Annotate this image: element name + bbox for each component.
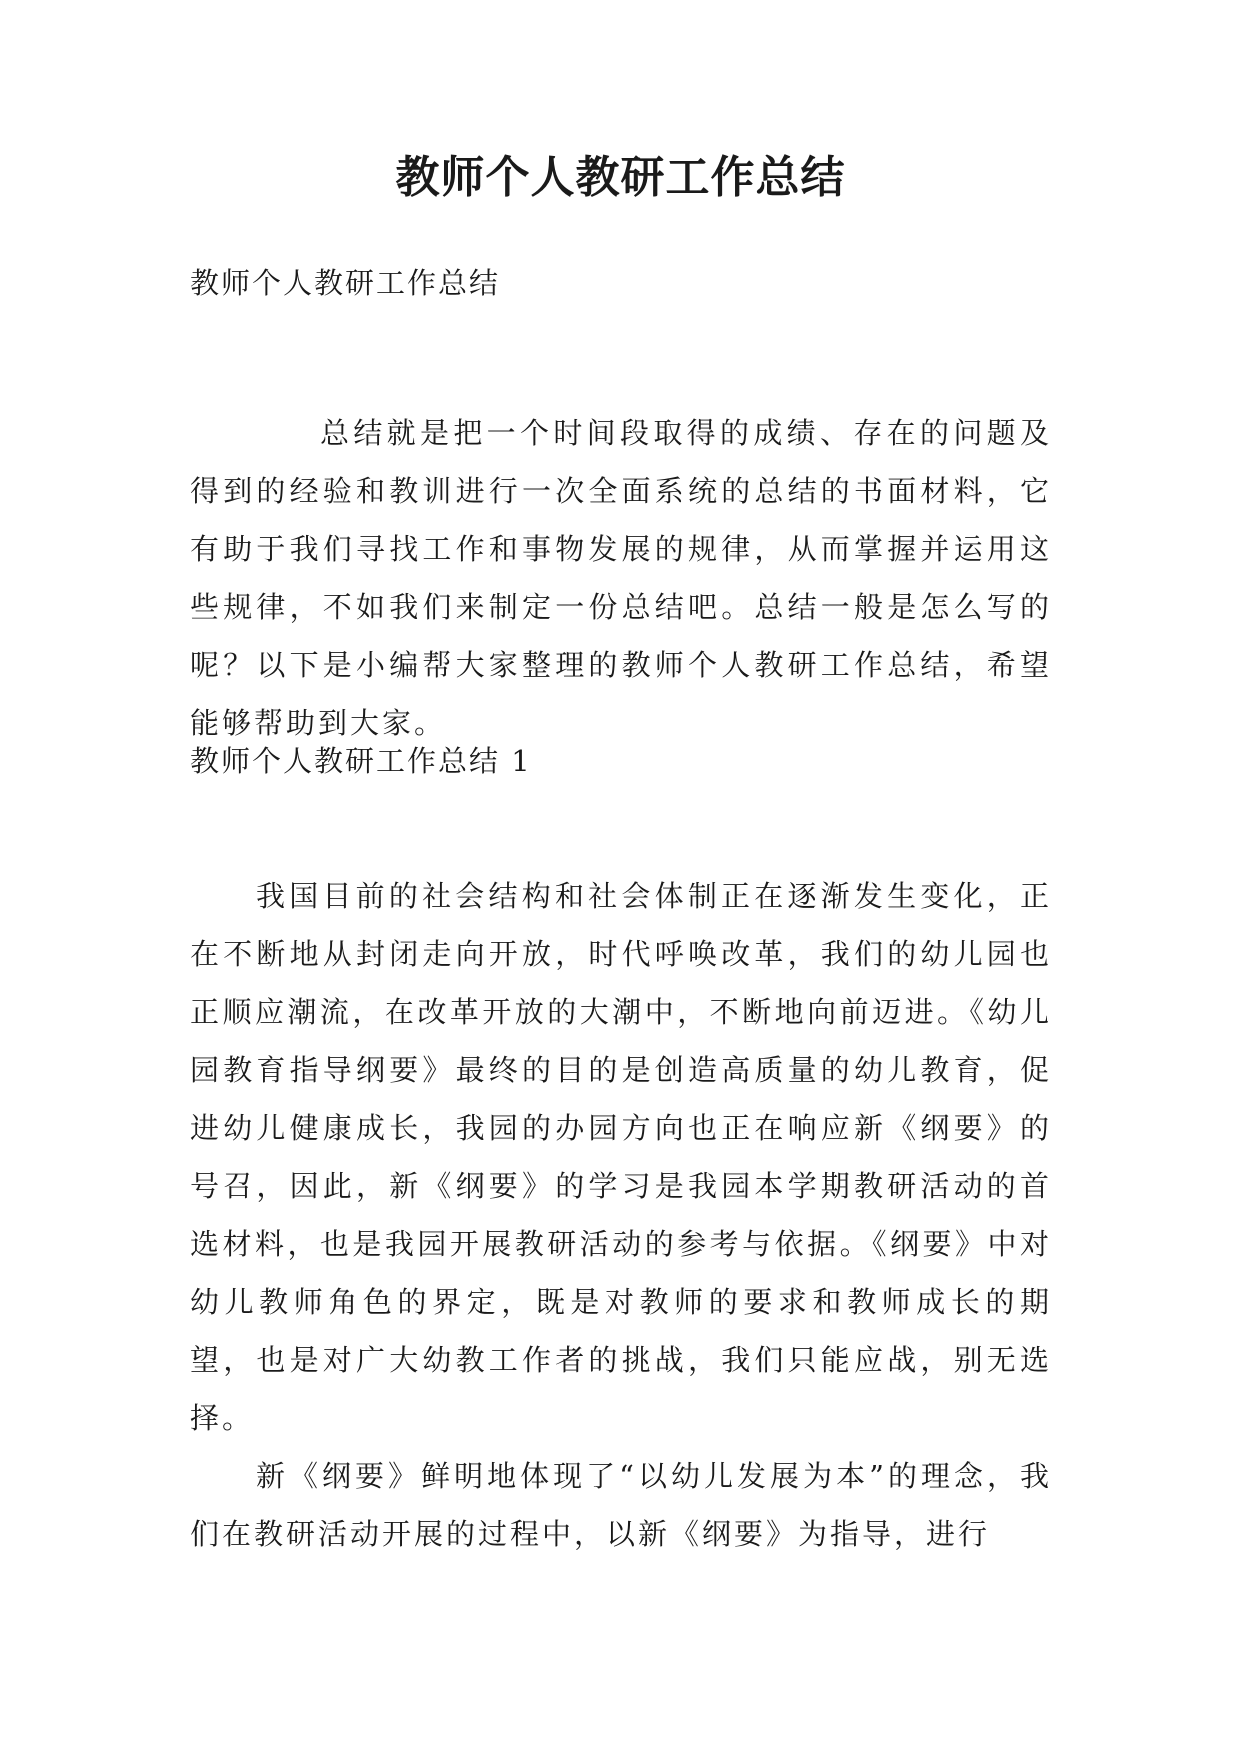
section-1-paragraph-1: 我国目前的社会结构和社会体制正在逐渐发生变化，正在不断地从封闭走向开放，时代呼唤改革，我们的幼儿园也正顺应潮流，在改革开放的大潮中，不断地向前迈进。《幼儿园教育指导纲要》最终的目的是创造高质量的幼儿教育，促进幼儿健康成长，我园的办园方向也正在响应新《纲要》的号召，因此，新《纲要》的学习是我园本学期教研活动的首选材料，也是我园开展教研活动的参考与依据。《纲要》中对幼儿教师角色的界定，既是对教师的要求和教师成长的期望，也是对广大幼教工作者的挑战，我们只能应战，别无选择。	[190, 879, 1052, 1435]
document-title: 教师个人教研工作总结	[395, 152, 846, 203]
section-1-paragraph-2: 新《纲要》鲜明地体现了“以幼儿发展为本”的理念，我们在教研活动开展的过程中，以新《纲要》为指导，进行	[190, 1459, 1052, 1551]
document-subtitle: 教师个人教研工作总结	[190, 266, 501, 300]
section-1-heading: 教师个人教研工作总结 1	[190, 744, 532, 778]
intro-paragraph: 总结就是把一个时间段取得的成绩、存在的问题及得到的经验和教训进行一次全面系统的总结的书面材料，它有助于我们寻找工作和事物发展的规律，从而掌握并运用这些规律，不如我们来制定一份总结吧。总结一般是怎么写的呢？以下是小编帮大家整理的教师个人教研工作总结，希望能够帮助到大家。	[190, 416, 1052, 740]
